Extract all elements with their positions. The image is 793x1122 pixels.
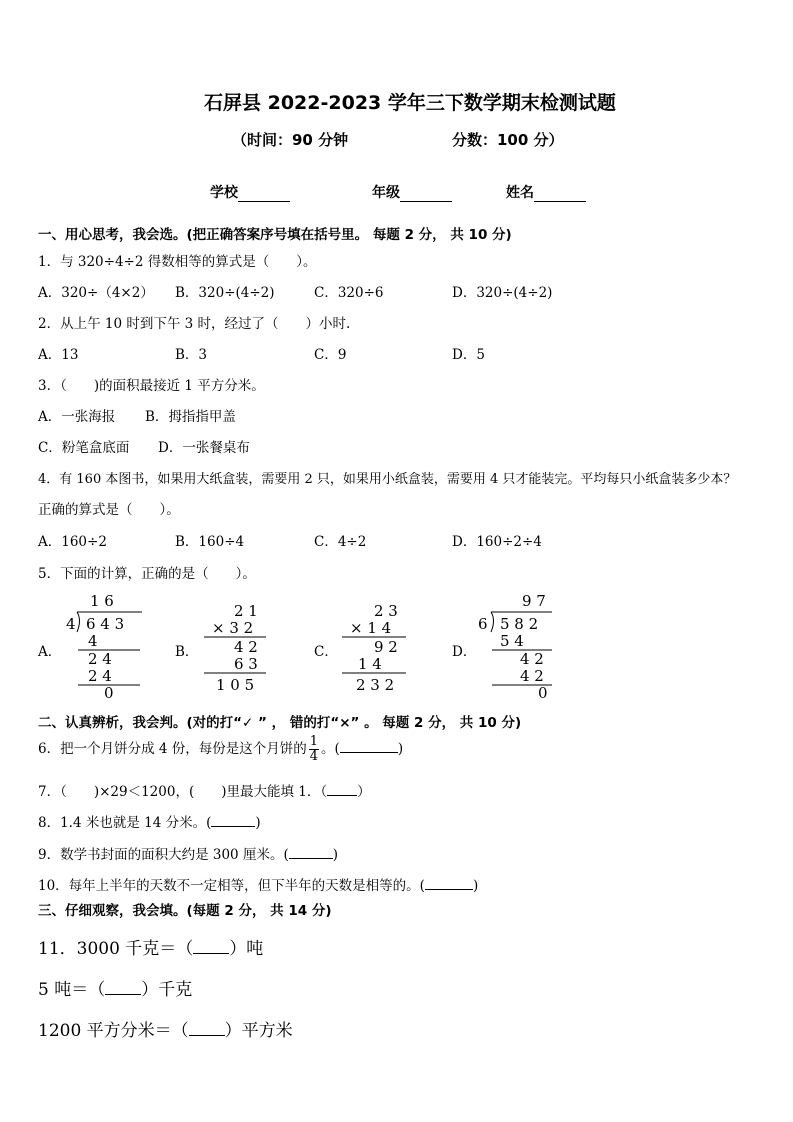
q11-line3-pre: 1200 平方分米＝（ <box>38 1021 189 1041</box>
calc-c-row5: 2 3 2 <box>356 676 395 694</box>
q5-option-d-label[interactable]: D． <box>452 644 477 660</box>
q9-line <box>38 843 338 863</box>
q11-line1-post: ）吨 <box>229 939 264 959</box>
q3-option-b[interactable]: B．拇指指甲盖 <box>145 409 236 425</box>
q5-stem: 5．下面的计算，正确的是（ ）。 <box>38 566 256 582</box>
q11-line2-pre: 5 吨＝（ <box>38 980 106 1000</box>
q9-end: ) <box>332 847 338 863</box>
q10-end: ) <box>472 878 479 894</box>
q3-option-a[interactable]: A．一张海报 <box>38 409 116 425</box>
calc-a-step4: 0 <box>104 684 114 700</box>
name-blank[interactable] <box>534 187 586 202</box>
calc-b-row2: × 3 2 <box>212 619 254 637</box>
q2-option-a[interactable]: A．13 <box>38 347 79 363</box>
exam-title: 石屏县 2022-2023 学年三下数学期末检测试题 <box>204 92 616 114</box>
name-field[interactable] <box>506 182 586 202</box>
calc-b-row5: 1 0 5 <box>216 676 255 694</box>
calc-a-step3: 2 4 <box>88 667 112 685</box>
grade-label: 年级 <box>372 185 400 201</box>
q6-frac-den: 4 <box>309 749 319 764</box>
q9-stem: 9．数学书封面的面积大约是 300 厘米。( <box>38 847 289 863</box>
q2-stem: 2．从上午 10 时到下午 3 时，经过了（ ）小时. <box>38 316 351 332</box>
q2-option-b[interactable]: B．3 <box>175 347 208 363</box>
calc-d-step1: 5 4 <box>500 632 524 650</box>
q10-stem: 10．每年上半年的天数不一定相等，但下半年的天数是相等的。( <box>38 878 425 894</box>
q2-option-c[interactable]: C．9 <box>314 347 347 363</box>
calc-a-dividend: 6 4 3 <box>86 615 125 633</box>
q10-answer-blank[interactable] <box>425 877 473 890</box>
q6-answer-blank[interactable] <box>340 740 398 753</box>
q10-line <box>38 874 478 894</box>
q5-calc-b <box>198 600 278 695</box>
calc-d-step2: 4 2 <box>520 650 544 668</box>
q6-frac-num: 1 <box>309 734 319 749</box>
calc-a-division-bracket <box>77 612 80 632</box>
q7-line <box>38 780 371 800</box>
q1-option-a[interactable]: A．320÷（4×2） <box>38 285 154 301</box>
section1-heading: 一、用心思考，我会选。(把正确答案序号填在括号里。 每题 2 分， 共 10 分) <box>38 227 512 243</box>
q4-option-d[interactable]: D．160÷2÷4 <box>452 534 542 550</box>
q11-line1-blank[interactable] <box>193 938 229 954</box>
q6-line <box>38 735 403 764</box>
calc-c-row3: 9 2 <box>374 638 398 656</box>
calc-c-row2: × 1 4 <box>350 619 392 637</box>
q6-end: ) <box>397 741 404 757</box>
school-label: 学校 <box>210 185 238 201</box>
calc-a-quotient: 1 6 <box>90 592 114 610</box>
calc-d-dividend: 5 8 2 <box>500 615 539 633</box>
q11-line3 <box>38 1016 293 1041</box>
q11-line3-post: ）平方米 <box>224 1021 293 1041</box>
q4-option-c[interactable]: C．4÷2 <box>314 534 367 550</box>
calc-d-step4: 0 <box>538 684 548 700</box>
q7-stem: 7．（ )×29＜1200，( )里最大能填 1．（ <box>38 784 328 800</box>
calc-c-row4: 1 4 <box>358 655 382 673</box>
q3-option-d[interactable]: D．一张餐桌布 <box>158 440 250 456</box>
q5-calc-d <box>474 590 564 700</box>
exam-time: （时间：90 分钟 <box>232 131 349 149</box>
q5-option-b-label[interactable]: B． <box>175 644 199 660</box>
calc-d-step3: 4 2 <box>520 667 544 685</box>
q9-answer-blank[interactable] <box>289 846 333 859</box>
q4-option-b[interactable]: B．160÷4 <box>175 534 245 550</box>
q6-fraction <box>309 735 319 764</box>
q5-calc-c <box>336 600 416 695</box>
calc-b-row1: 2 1 <box>234 602 258 620</box>
q7-answer-blank[interactable] <box>327 783 357 796</box>
q1-option-d[interactable]: D．320÷(4÷2) <box>452 285 553 301</box>
calc-c-row1: 2 3 <box>374 602 398 620</box>
calc-a-divisor: 4 <box>66 615 76 633</box>
q8-end: ) <box>255 815 261 831</box>
q11-line3-blank[interactable] <box>189 1020 225 1036</box>
q8-answer-blank[interactable] <box>211 814 255 827</box>
grade-blank[interactable] <box>400 187 452 202</box>
q11-line1 <box>38 934 263 959</box>
q3-stem: 3．（ )的面积最接近 1 平方分米。 <box>38 378 265 394</box>
q6-tail: 。( <box>321 741 340 757</box>
q5-calc-a <box>60 590 150 700</box>
school-blank[interactable] <box>238 187 290 202</box>
q4-stem: 4．有 160 本图书，如果用大纸盒装，需要用 2 只，如果用小纸盒装，需要用 4 只才能装完。平均每只小纸盒装多少本？ <box>38 472 737 487</box>
school-field[interactable] <box>210 182 290 202</box>
section2-heading: 二、认真辨析，我会判。(对的打“✓ ” ， 错的打“×” 。 每题 2 分， 共 10 分) <box>38 715 522 731</box>
exam-score: 分数：100 分） <box>452 131 564 149</box>
calc-b-row4: 6 3 <box>234 655 258 673</box>
q6-stem: 6．把一个月饼分成 4 份，每份是这个月饼的 <box>38 741 307 757</box>
calc-a-step2: 2 4 <box>88 650 112 668</box>
calc-a-step1: 4 <box>88 632 98 650</box>
calc-d-quotient: 9 7 <box>522 592 546 610</box>
q11-line2-post: ）千克 <box>141 980 193 1000</box>
q5-option-a-label[interactable]: A． <box>38 644 62 660</box>
q3-option-c[interactable]: C．粉笔盒底面 <box>38 440 130 456</box>
q8-stem: 8．1.4 米也就是 14 分米。( <box>38 815 212 831</box>
q7-end: ） <box>357 784 371 800</box>
q8-line <box>38 811 261 831</box>
name-label: 姓名 <box>506 185 534 201</box>
grade-field[interactable] <box>372 182 452 202</box>
q11-line2-blank[interactable] <box>105 979 141 995</box>
q11-line2 <box>38 975 192 1000</box>
q2-option-d[interactable]: D．5 <box>452 347 485 363</box>
q4-stem2: 正确的算式是（ ）。 <box>38 502 180 518</box>
section3-heading: 三、仔细观察，我会填。(每题 2 分， 共 14 分) <box>38 903 332 919</box>
calc-d-division-bracket <box>491 612 494 632</box>
calc-d-divisor: 6 <box>478 615 488 633</box>
q1-option-b[interactable]: B．320÷(4÷2) <box>175 285 275 301</box>
q11-line1-pre: 11．3000 千克＝（ <box>38 939 194 959</box>
calc-b-row3: 4 2 <box>234 638 258 656</box>
q4-option-a[interactable]: A．160÷2 <box>38 534 107 550</box>
q1-option-c[interactable]: C．320÷6 <box>314 285 384 301</box>
q1-stem: 1．与 320÷4÷2 得数相等的算式是（ ）。 <box>38 254 317 270</box>
q5-option-c-label[interactable]: C． <box>314 644 338 660</box>
